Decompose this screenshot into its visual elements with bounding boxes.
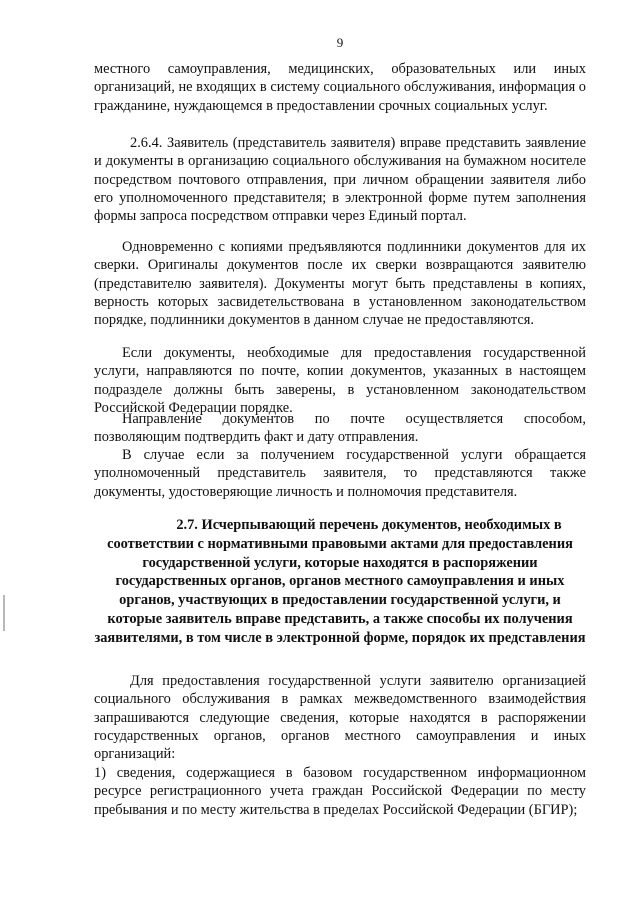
list-item-1: 1) сведения, содержащиеся в базовом государственном информационном ресурсе регистрационного учета граждан Российской Федерации по месту пребывания и по месту жительства в пределах Российской Федерации (БГИР); — [94, 765, 586, 818]
paragraph-2-6-4: 2.6.4. Заявитель (представитель заявителя) вправе представить заявление и документы в организацию социального обслуживания на бумажном носителе посредством почтового отправления, при личном обращении заявителя либо его уполномоченного представителя; в электронной форме путем заполнения формы запроса посредством отправки через Единый портал. — [94, 135, 586, 225]
section-heading-2-7 — [90, 516, 590, 648]
page-number: 9 — [336, 35, 344, 50]
scan-margin-mark — [3, 595, 5, 631]
paragraph-originals: Одновременно с копиями предъявляются подлинники документов для их сверки. Оригиналы документов после их сверки возвращаются заявителю (представителю заявителя). Документы могут быть представлены в копиях, верность которых засвидетельствована в установленном законодательством порядке, подлинники документов в данном случае не предоставляются. — [94, 239, 586, 329]
heading-line-1: 2.7. Исчерпывающий перечень документов, необходимых в — [176, 517, 562, 533]
heading-rest: соответствии с нормативными правовыми актами для предоставления государственной услуги, которые находятся в распоряжении государственных органов, органов местного самоуправления и иных органов, участвующих в предоставлении государственной услуги, и которые заявитель вправе представить, а также способы их получения заявителями, в том числе в электронной форме, порядок их представления — [94, 535, 586, 646]
paragraph-postal-copies: Если документы, необходимые для предоставления государственной услуги, направляются по почте, копии документов, указанных в настоящем подразделе должны быть заверены, в установленном законодательством Российской Федерации порядке. — [94, 345, 586, 416]
paragraph-representative: В случае если за получением государственной услуги обращается уполномоченный представитель заявителя, то представляются также документы, удостоверяющие личность и полномочия представителя. — [94, 447, 586, 500]
paragraph-interagency: Для предоставления государственной услуги заявителю организацией социального обслуживания в рамках межведомственного взаимодействия запрашиваются следующие сведения, которые находятся в распоряжении государственных органов, органов местного самоуправления и иных организаций: — [94, 673, 586, 763]
paragraph-continuation: местного самоуправления, медицинских, образовательных или иных организаций, не входящих в систему социального обслуживания, информация о гражданине, нуждающемся в предоставлении срочных социальных услуг. — [94, 61, 586, 114]
paragraph-postal-direction: Направление документов по почте осуществляется способом, позволяющим подтвердить факт и дату отправления. — [94, 411, 586, 446]
